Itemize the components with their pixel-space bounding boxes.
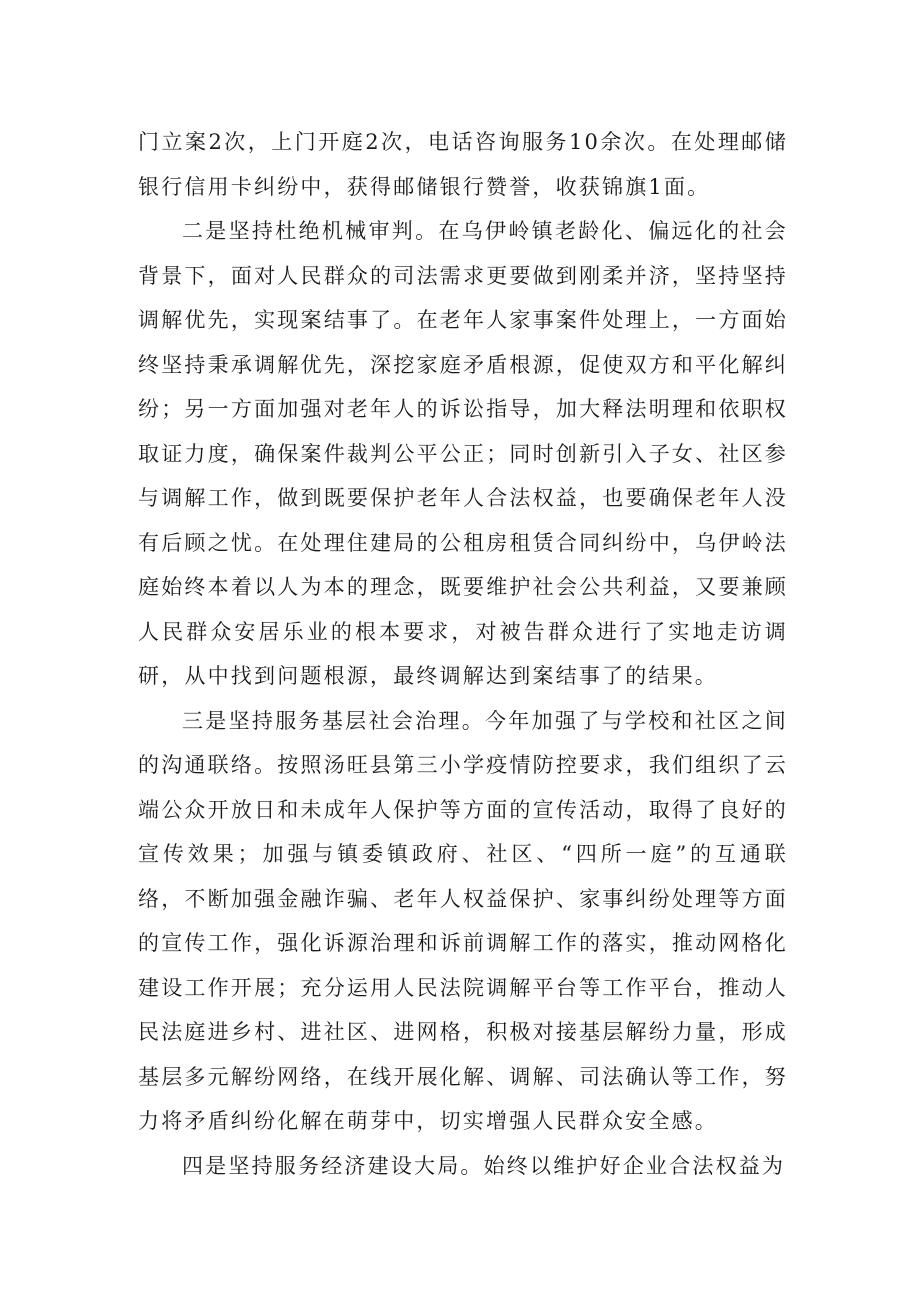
paragraph-grassroots-governance: 三是坚持服务基层社会治理。今年加强了与学校和社区之间的沟通联络。按照汤旺县第三小学疫情防控要求，我们组织了云端公众开放日和未成年人保护等方面的宣传活动，取得了良好的宣传效果；加强与镇委镇政府、社区、“四所一庭”的互通联络，不断加强金融诈骗、老年人权益保护、家事纠纷处理等方面的宣传工作，强化诉源治理和诉前调解工作的落实，推动网格化建设工作开展；充分运用人民法院调解平台等工作平台，推动人民法庭进乡村、进社区、进网格，积极对接基层解纷力量，形成基层多元解纷网络，在线开展化解、调解、司法确认等工作，努力将矛盾纠纷化解在萌芽中，切实增强人民群众安全感。 <box>138 708 788 1133</box>
paragraph-economic-construction: 四是坚持服务经济建设大局。始终以维护好企业合法权益为 <box>182 1153 786 1178</box>
paragraph-continuation: 门立案2次，上门开庭2次，电话咨询服务10余次。在处理邮储银行信用卡纠纷中，获得邮储银行赞誉，收获锦旗1面。 <box>138 130 788 199</box>
paragraph-mechanical-trial: 二是坚持杜绝机械审判。在乌伊岭镇老龄化、偏远化的社会背景下，面对人民群众的司法需求更要做到刚柔并济，坚持坚持调解优先，实现案结事了。在老年人家事案件处理上，一方面始终坚持秉承调解优先，深挖家庭矛盾根源，促使双方和平化解纠纷；另一方面加强对老年人的诉讼指导，加大释法明理和依职权取证力度，确保案件裁判公平公正；同时创新引入子女、社区参与调解工作，做到既要保护老年人合法权益，也要确保老年人没有后顾之忧。在处理住建局的公租房租赁合同纠纷中，乌伊岭法庭始终本着以人为本的理念，既要维护社会公共利益，又要兼顾人民群众安居乐业的根本要求，对被告群众进行了实地走访调研，从中找到问题根源，最终调解达到案结事了的结果。 <box>138 219 788 688</box>
document-body <box>138 120 788 1188</box>
